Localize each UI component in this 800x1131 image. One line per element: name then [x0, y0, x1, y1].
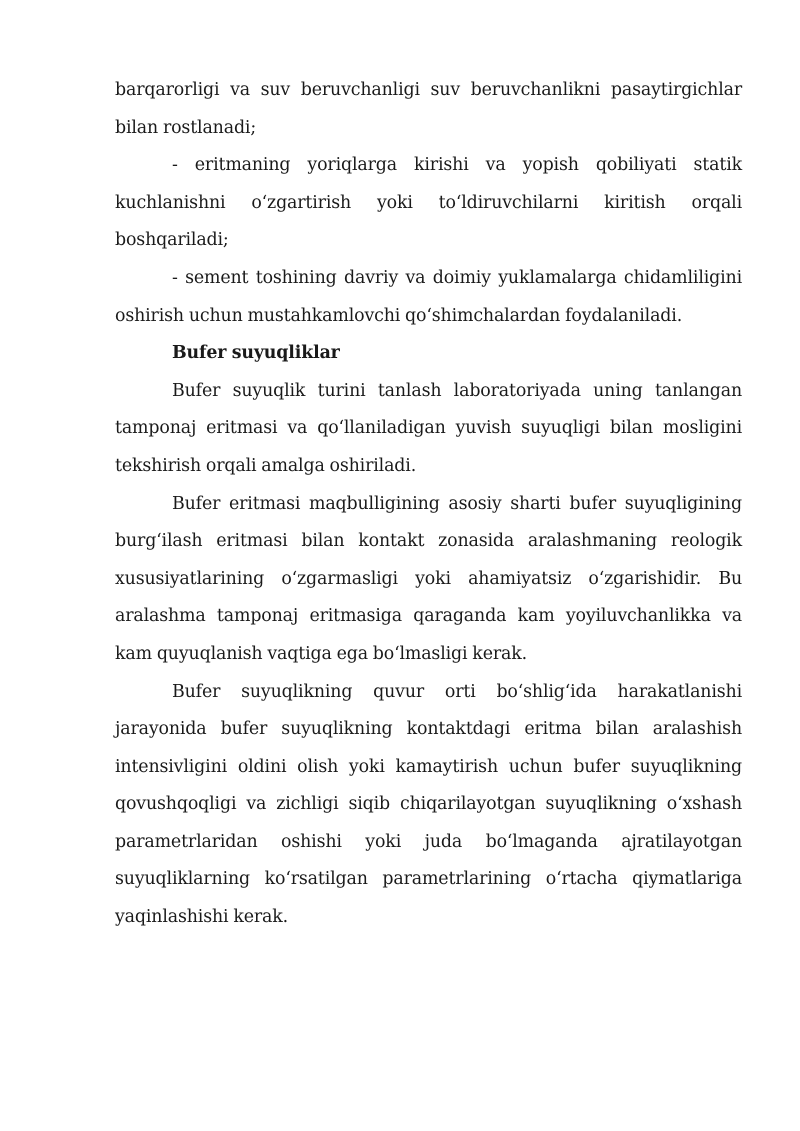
paragraph-body: Bufer suyuqlik turini tanlash laboratoriyada uning tanlangan tamponaj eritmasi va qoʻllaniladigan yuvish suyuqligi bilan mosligini tekshirish orqali amalga oshiriladi.: [115, 380, 742, 476]
paragraph-list-item: - eritmaning yoriqlarga kirishi va yopish qobiliyati statik kuchlanishni oʻzgartirish yoki toʻldiruvchilarni kiritish orqali boshqariladi;: [115, 155, 742, 251]
paragraph-body: Bufer suyuqlikning quvur orti boʻshligʻida harakatlanishi jarayonida bufer suyuqlikning kontaktdagi eritma bilan aralashish intensivligini oldini olish yoki kamaytirish uchun bufer suyuqlikning qovushqoqligi va zichligi siqib chiqarilayotgan suyuqlikning oʻxshash parametrlaridan oshishi yoki juda boʻlmaganda ajratilayotgan suyuqliklarning koʻrsatilgan parametrlarining oʻrtacha qiymatlariga yaqinlashishi kerak.: [115, 681, 742, 928]
document-page: [115, 72, 742, 937]
paragraph-body: Bufer eritmasi maqbulligining asosiy sharti bufer suyuqligining burgʻilash eritmasi bilan kontakt zonasida aralashmaning reologik xususiyatlarining oʻzgarmasligi yoki ahamiyatsiz oʻzgarishidir. Bu aralashma tamponaj eritmasiga qaraganda kam yoyiluvchanlikka va kam quyuqlanish vaqtiga ega boʻlmasligi kerak.: [115, 493, 742, 664]
section-heading: Bufer suyuqliklar: [172, 343, 340, 364]
paragraph-list-item: - sement toshining davriy va doimiy yuklamalarga chidamliligini oshirish uchun mustahkamlovchi qoʻshimchalardan foydalaniladi.: [115, 267, 742, 326]
paragraph-continuation: barqarorligi va suv beruvchanligi suv beruvchanlikni pasaytirgichlar bilan rostlanadi;: [115, 80, 742, 138]
